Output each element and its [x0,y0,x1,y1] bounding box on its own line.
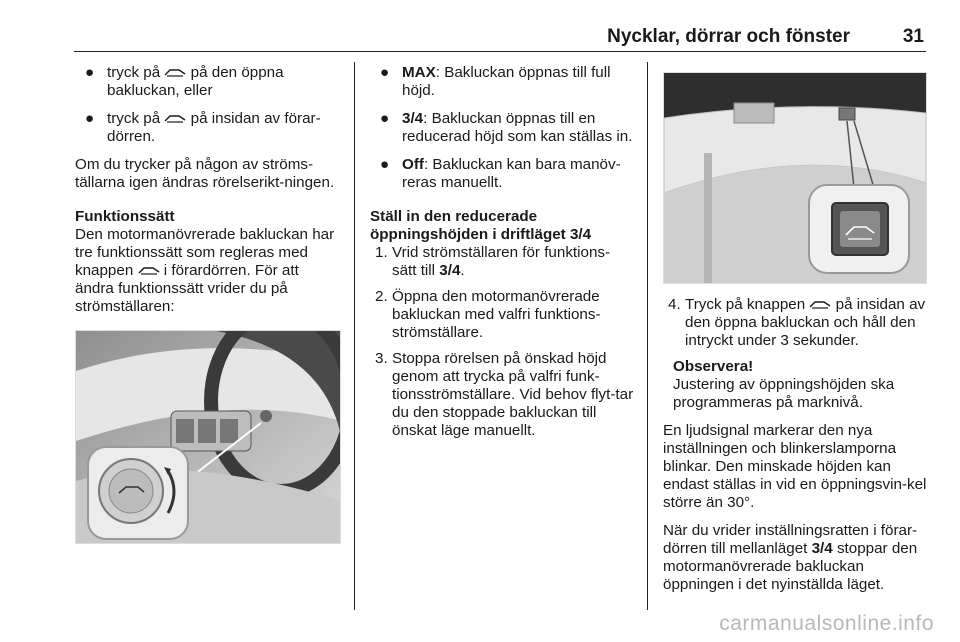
tailgate-switch-photo [663,72,927,284]
list-item: 1. Vrid strömställaren för funktions-sätt till 3/4. [375,244,611,279]
tailgate-icon [809,298,831,310]
column-divider-1 [354,62,355,610]
column-3 [663,64,927,604]
section-heading: Ställ in den reducerade öppningshöjden i driftläget 3/4 [370,208,592,243]
paragraph: När du vrider inställningsratten i förar-dörren till mellanläget 3/4 stoppar den motormanövrerade bakluckan öppningen i det nyinställda läget. [663,522,918,593]
tailgate-icon [164,112,186,124]
page-title: Nycklar, dörrar och fönster [607,26,850,47]
list-item: ● Off: Bakluckan kan bara manöv-reras manuellt. [380,156,621,191]
page-number: 31 [902,26,924,47]
list-item: 4. Tryck på knappen på insidan av den öppna bakluckan och håll den intryckt under 3 sekunder. [668,296,926,349]
note-text: Justering av öppningshöjden ska programmeras på marknivå. [673,376,895,411]
paragraph: En ljudsignal markerar den nya inställningen och blinkerslamporna blinkar. Den minskade höjden kan endast ställas in vid en öppningsvin-kel större än 30°. [663,422,927,511]
list-item: ● tryck på på insidan av förar-dörren. [85,110,321,145]
section-heading: Funktionssätt [75,208,175,225]
list-item: ● MAX: Bakluckan öppnas till full höjd. [380,64,611,99]
note-heading: Observera! [673,358,754,375]
column-1 [75,64,341,556]
header-rule [74,51,926,52]
tailgate-icon [164,66,186,78]
list-item: ● 3/4: Bakluckan öppnas till en reducerad höjd som kan ställas in. [380,110,633,145]
watermark: carmanualsonline.info [719,612,934,635]
column-divider-2 [647,62,648,610]
column-2 [370,64,634,448]
tailgate-icon [138,264,160,276]
note [663,358,927,412]
list-item: 2. Öppna den motormanövrerade bakluckan med valfri funktions-strömställare. [375,288,601,341]
paragraph: Den motormanövrerade bakluckan har tre funktionssätt som regleras med knappen i förardörren. För att ändra funktionssätt vrider du på strömställaren: [75,226,335,315]
list-item: ● tryck på på den öppna bakluckan, eller [85,64,284,99]
page-header [74,20,926,52]
door-switch-photo [75,330,341,544]
paragraph: Om du trycker på någon av ströms-tällarna igen ändras rörelserikt-ningen. [75,156,335,191]
list-item: 3. Stoppa rörelsen på önskad höjd genom att trycka på valfri funk-tionsströmställare. Vid behov flyt-tar du den stoppade bakluckan till önskat läge manuellt. [375,350,634,439]
